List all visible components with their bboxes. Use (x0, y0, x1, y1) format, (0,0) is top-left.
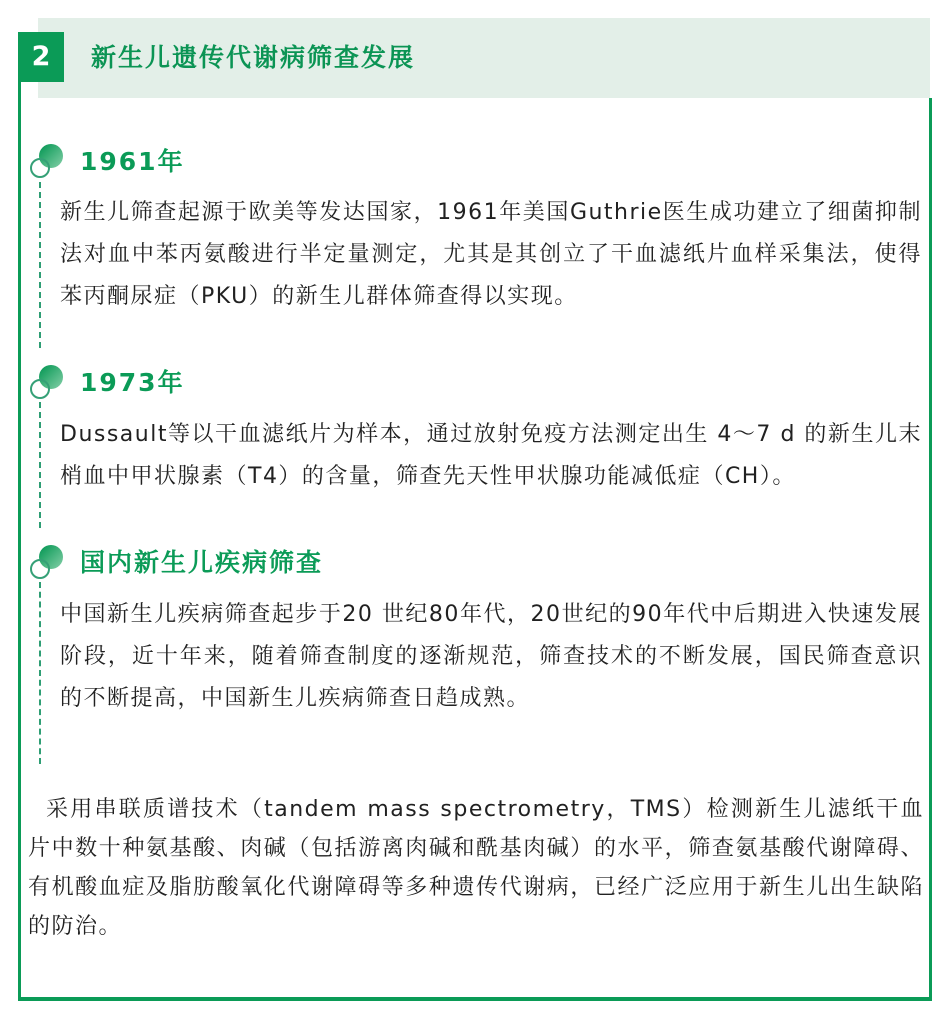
timeline-dash-segment-2 (39, 402, 41, 528)
timeline-paragraph-domestic: 中国新生儿疾病筛查起步于20 世纪80年代，20世纪的90年代中后期进入快速发展阶段，近十年来，随着筛查制度的逐渐规范，筛查技术的不断发展，国民筛查意识的不断提高，中国新生儿疾病筛查日趋成熟。 (60, 602, 922, 711)
frame-border-right (929, 98, 932, 1001)
section-header-bar (38, 18, 930, 98)
page-title: 新生儿遗传代谢病筛查发展 (91, 43, 416, 72)
timeline-ring-icon (30, 559, 50, 579)
timeline-ring-icon (30, 379, 50, 399)
section-number-badge: 2 (18, 32, 64, 82)
timeline-paragraph-1973: Dussault等以干血滤纸片为样本，通过放射免疫方法测定出生 4～7 d 的新生儿末梢血中甲状腺素（T4）的含量，筛查先天性甲状腺功能减低症（CH）。 (60, 422, 922, 489)
timeline-heading-1973: 1973年 (80, 368, 185, 397)
frame-border-left (18, 82, 21, 1001)
timeline-heading-1961: 1961年 (80, 147, 185, 176)
timeline-dash-segment-1 (39, 182, 41, 348)
timeline-ring-icon (30, 158, 50, 178)
timeline-dash-segment-3 (39, 582, 41, 764)
summary-paragraph-tms: 采用串联质谱技术（tandem mass spectrometry，TMS）检测新生儿滤纸干血片中数十种氨基酸、肉碱（包括游离肉碱和酰基肉碱）的水平，筛查氨基酸代谢障碍、有机酸血症及脂肪酸氧化代谢障碍等多种遗传代谢病，已经广泛应用于新生儿出生缺陷的防治。 (28, 797, 924, 939)
timeline-paragraph-1961: 新生儿筛查起源于欧美等发达国家，1961年美国Guthrie医生成功建立了细菌抑制法对血中苯丙氨酸进行半定量测定，尤其是其创立了干血滤纸片血样采集法，使得苯丙酮尿症（PKU）的新生儿群体筛查得以实现。 (60, 200, 922, 309)
frame-border-bottom (18, 997, 932, 1001)
timeline-heading-domestic: 国内新生儿疾病筛查 (80, 548, 324, 577)
